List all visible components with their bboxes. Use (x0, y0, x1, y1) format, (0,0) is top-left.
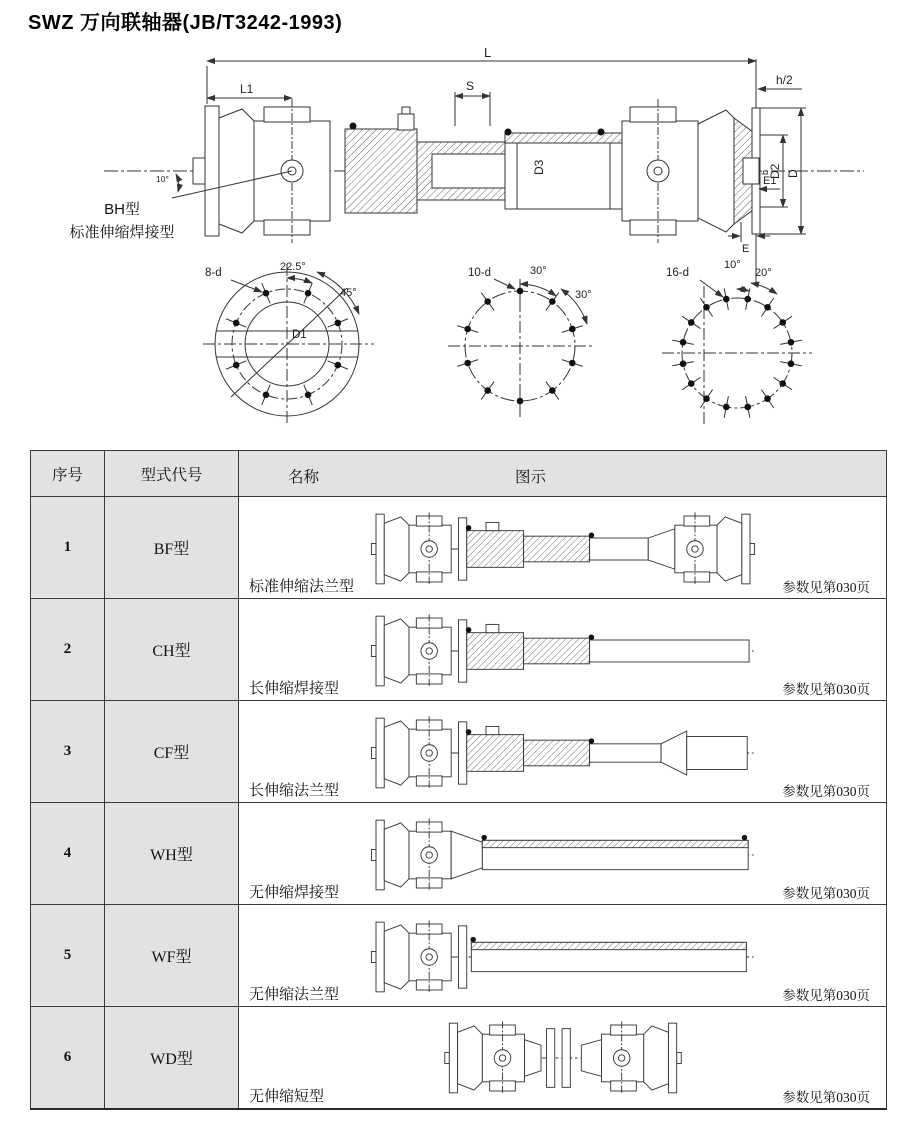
row-code: CF型 (105, 701, 239, 803)
type-table (30, 450, 887, 1110)
row-diagram-wf (343, 913, 783, 1001)
header-name: 名称 (288, 469, 320, 486)
row-diagram-cell (239, 803, 887, 905)
row-index: 2 (31, 599, 105, 701)
row-note: 参数见第030页 (782, 580, 870, 595)
dim-label-D2: D2 (768, 163, 782, 179)
row-diagram-cell (239, 905, 887, 1007)
dim-label-b: b (760, 169, 770, 175)
view2-angle1-label: 30° (530, 265, 547, 277)
row-diagram-ch (343, 607, 783, 695)
row-name: 无伸缩焊接型 (249, 885, 340, 901)
view3-holes-label: 16-d (666, 267, 690, 279)
row-diagram-wh (343, 811, 783, 899)
view2-holes-label: 10-d (468, 267, 492, 279)
dim-label-L: L (484, 46, 492, 60)
row-note: 参数见第030页 (782, 988, 870, 1003)
row-index: 5 (31, 905, 105, 1007)
row-index: 1 (31, 497, 105, 599)
view1-holes-label: 8-d (205, 267, 222, 279)
row-diagram-cell (239, 1007, 887, 1109)
row-index: 3 (31, 701, 105, 803)
row-name: 长伸缩法兰型 (249, 783, 340, 799)
row-code: CH型 (105, 599, 239, 701)
row-code: BF型 (105, 497, 239, 599)
row-diagram-cell (239, 599, 887, 701)
table-row (31, 1007, 887, 1109)
flange-view-8d (203, 261, 374, 426)
row-diagram-cell (239, 497, 887, 599)
dim-label-h2: h/2 (776, 73, 793, 87)
dim-label-L1: L1 (240, 82, 254, 96)
dim-label-E: E (742, 243, 750, 255)
view1-diameter-label: D1 (292, 329, 307, 341)
row-code: WD型 (105, 1007, 239, 1109)
row-diagram-cell (239, 701, 887, 803)
drawing-type-name: 标准伸缩焊接型 (69, 223, 175, 241)
main-assembly-drawing (0, 46, 900, 448)
view1-angle1-label: 22.5° (280, 261, 306, 273)
view3-angle2-label: 20° (755, 267, 772, 279)
row-name: 长伸缩焊接型 (249, 681, 340, 697)
table-row (31, 701, 887, 803)
row-name: 标准伸缩法兰型 (249, 579, 355, 595)
row-note: 参数见第030页 (782, 886, 870, 901)
drawing-type-code: BH型 (104, 201, 140, 218)
table-header-row (31, 451, 887, 497)
view1-angle2-label: 45° (340, 287, 357, 299)
row-diagram-wd (413, 1014, 713, 1102)
table-row (31, 905, 887, 1007)
row-note: 参数见第030页 (782, 682, 870, 697)
page-title: SWZ 万向联轴器(JB/T3242-1993) (28, 12, 343, 34)
table-row (31, 497, 887, 599)
header-name-diagram (239, 451, 887, 497)
row-code: WF型 (105, 905, 239, 1007)
table-row (31, 803, 887, 905)
view3-angle1-label: 10° (724, 259, 741, 271)
dim-label-angle: 10° (156, 174, 169, 184)
row-diagram-bf (343, 505, 783, 593)
row-diagram-cf (343, 709, 783, 797)
dim-label-E1: E1 (763, 175, 777, 187)
dim-label-D3: D3 (532, 159, 546, 175)
row-name: 无伸缩短型 (249, 1088, 325, 1105)
dim-label-D: D (786, 169, 800, 178)
header-diagram: 图示 (515, 469, 547, 486)
table-row (31, 599, 887, 701)
flange-view-16d (662, 259, 812, 426)
header-index: 序号 (31, 451, 105, 497)
row-index: 4 (31, 803, 105, 905)
row-note: 参数见第030页 (782, 784, 870, 799)
flange-view-10d (448, 265, 592, 418)
row-note: 参数见第030页 (782, 1089, 870, 1105)
dim-label-S: S (466, 79, 475, 93)
row-name: 无伸缩法兰型 (249, 987, 340, 1003)
view2-angle2-label: 30° (575, 289, 592, 301)
row-code: WH型 (105, 803, 239, 905)
header-code: 型式代号 (105, 451, 239, 497)
row-index: 6 (31, 1007, 105, 1109)
